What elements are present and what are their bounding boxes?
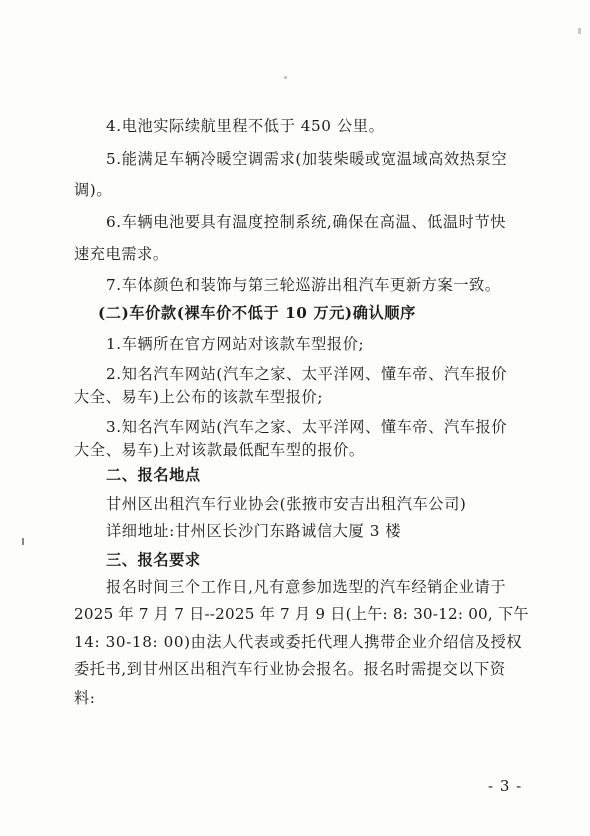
price-item-2: 2.知名汽车网站(汽车之家、太平洋网、懂车帝、汽车报价 xyxy=(106,365,508,383)
requirement-paragraph-line: 14: 30-18: 00)由法人代表或委托代理人携带企业介绍信及授权 xyxy=(74,633,523,651)
requirement-item-7: 7.车体颜色和装饰与第三轮巡游出租汽车更新方案一致。 xyxy=(106,276,501,294)
requirement-paragraph-line: 料: xyxy=(74,689,96,707)
requirement-item-4: 4.电池实际续航里程不低于 450 公里。 xyxy=(106,117,385,135)
location-name: 甘州区出租汽车行业协会(张掖市安吉出租汽车公司) xyxy=(106,495,467,513)
requirement-paragraph-line: 委托书,到甘州区出租汽车行业协会报名。报名时需提交以下资 xyxy=(74,660,506,678)
section-heading-3: 三、报名要求 xyxy=(106,551,201,569)
location-address: 详细地址:甘州区长沙门东路诚信大厦 3 楼 xyxy=(106,522,402,540)
price-item-2-cont: 大全、易车)上公布的该款车型报价; xyxy=(74,388,324,406)
scan-mark xyxy=(22,538,24,545)
requirement-item-6-cont: 速充电需求。 xyxy=(74,245,169,263)
scan-mark xyxy=(578,28,581,34)
sub-heading: (二)车价款(裸车价不低于 10 万元)确认顺序 xyxy=(98,304,416,322)
requirement-item-5: 5.能满足车辆冷暖空调需求(加装柴暖或宽温域高效热泵空 xyxy=(106,150,508,168)
price-item-3-cont: 大全、易车)上对该款最低配车型的报价。 xyxy=(74,441,365,459)
page-number: - 3 - xyxy=(488,777,523,795)
scan-mark xyxy=(284,76,287,79)
requirement-paragraph-line: 2025 年 7 月 7 日--2025 年 7 月 9 日(上午: 8: 30-12: 00, 下午 xyxy=(74,605,529,623)
price-item-1: 1.车辆所在官方网站对该款车型报价; xyxy=(106,335,365,353)
requirement-paragraph-line: 报名时间三个工作日,凡有意参加选型的汽车经销企业请于 xyxy=(106,578,507,596)
requirement-item-5-cont: 调)。 xyxy=(74,181,113,199)
price-item-3: 3.知名汽车网站(汽车之家、太平洋网、懂车帝、汽车报价 xyxy=(106,418,508,436)
section-heading-2: 二、报名地点 xyxy=(106,466,201,484)
requirement-item-6: 6.车辆电池要具有温度控制系统,确保在高温、低温时节快 xyxy=(106,213,507,231)
